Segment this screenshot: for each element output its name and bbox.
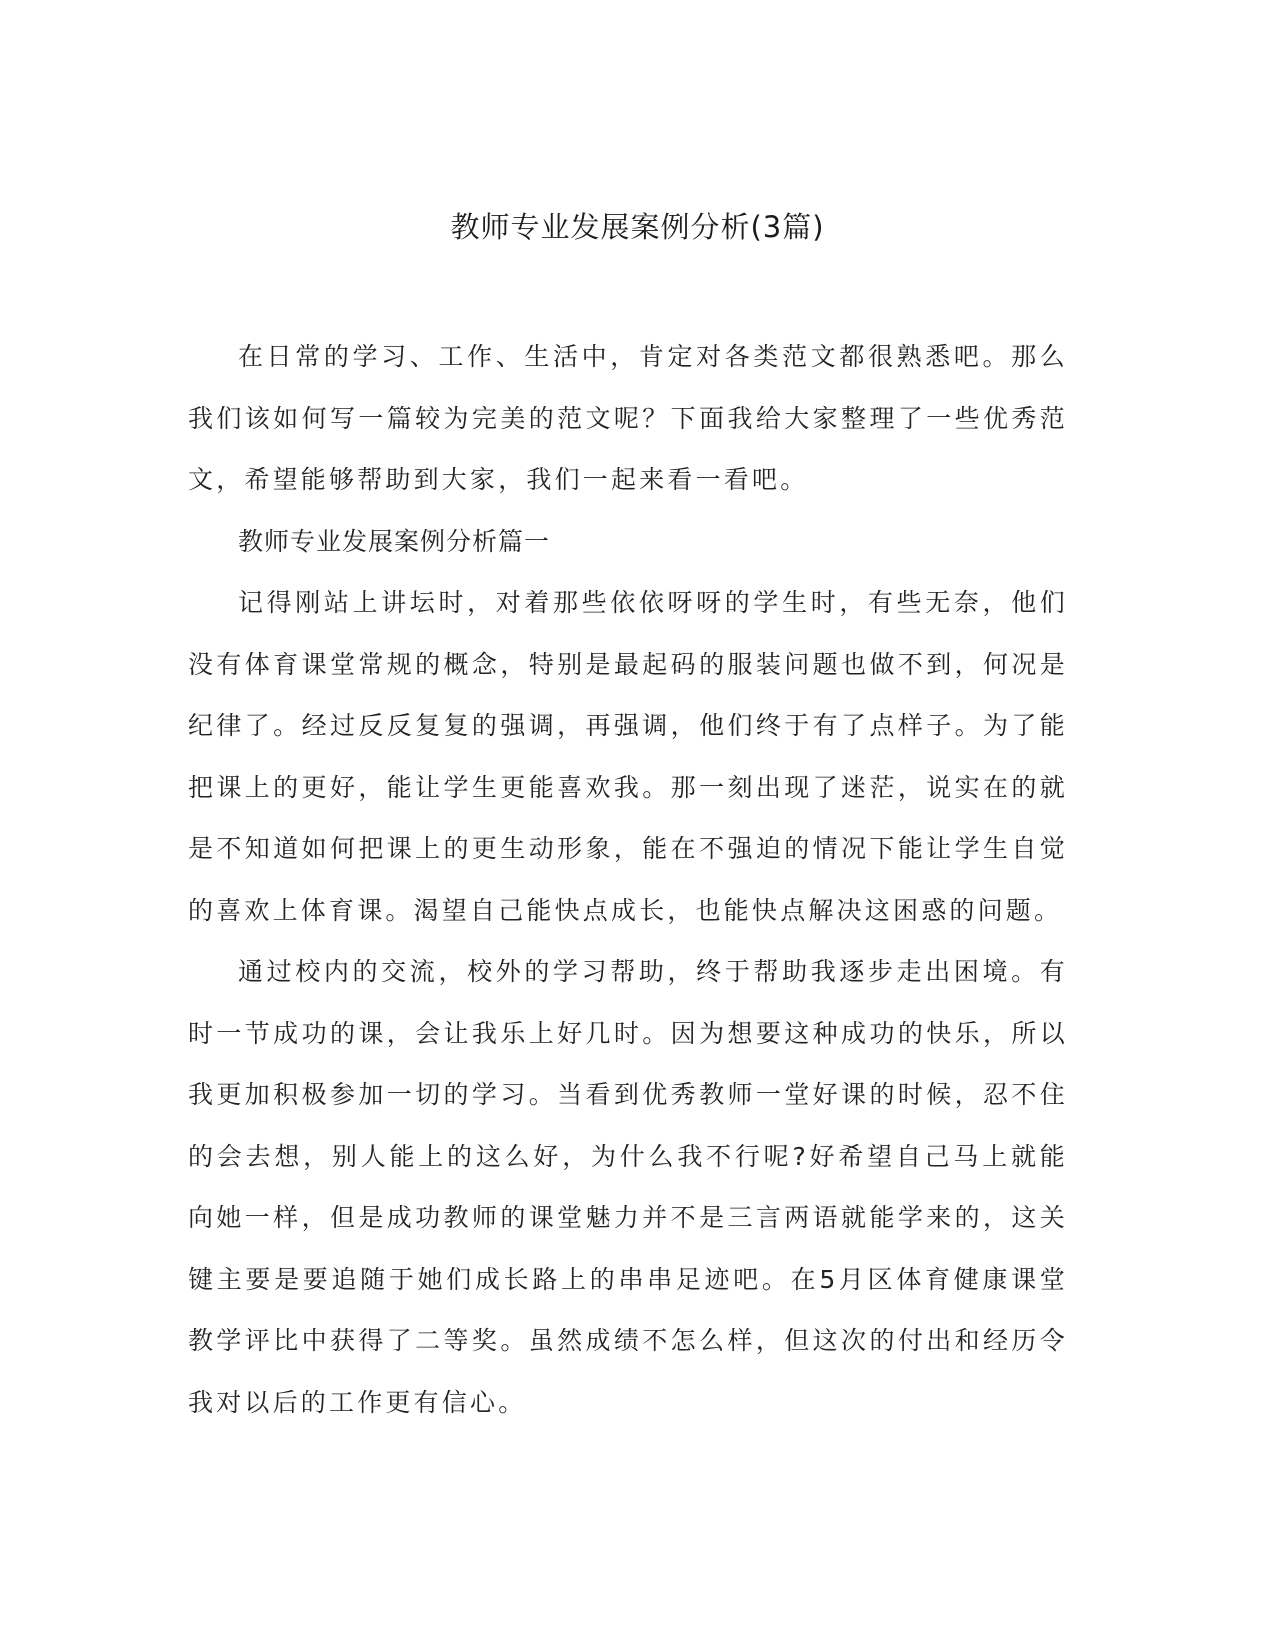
section-heading: 教师专业发展案例分析篇一: [238, 526, 551, 556]
intro-paragraph: 在日常的学习、工作、生活中，肯定对各类范文都很熟悉吧。那么我们该如何写一篇较为完美的范文呢？下面我给大家整理了一些优秀范文，希望能够帮助到大家，我们一起来看一看吧。: [188, 342, 1068, 494]
body-paragraph: 通过校内的交流，校外的学习帮助，终于帮助我逐步走出困境。有时一节成功的课，会让我乐上好几时。因为想要这种成功的快乐，所以我更加积极参加一切的学习。当看到优秀教师一堂好课的时候，忍不住的会去想，别人能上的这么好，为什么我不行呢?好希望自己马上就能向她一样，但是成功教师的课堂魅力并不是三言两语就能学来的，这关键主要是要追随于她们成长路上的串串足迹吧。在5月区体育健康课堂教学评比中获得了二等奖。虽然成绩不怎么样，但这次的付出和经历令我对以后的工作更有信心。: [188, 957, 1068, 1417]
document-title: 教师专业发展案例分析(3篇): [450, 210, 825, 244]
body-paragraph: 记得刚站上讲坛时，对着那些依依呀呀的学生时，有些无奈，他们没有体育课堂常规的概念，特别是最起码的服装问题也做不到，何况是纪律了。经过反反复复的强调，再强调，他们终于有了点样子。为了能把课上的更好，能让学生更能喜欢我。那一刻出现了迷茫，说实在的就是不知道如何把课上的更生动形象，能在不强迫的情况下能让学生自觉的喜欢上体育课。渴望自己能快点成长，也能快点解决这困惑的问题。: [188, 588, 1068, 925]
document-body: [188, 326, 1068, 1433]
